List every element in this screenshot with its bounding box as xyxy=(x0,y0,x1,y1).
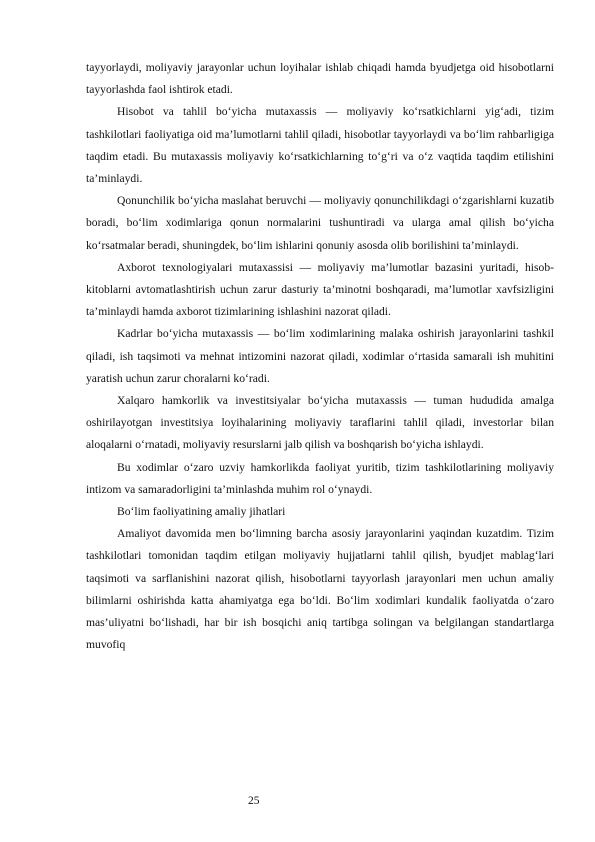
paragraph-reporting-specialist: Hisobot va tahlil bo‘yicha mutaxassis — moliyaviy ko‘rsatkichlarni yig‘adi, tizim tashkilotlari faoliyatiga oid ma’lumotlarni tahlil qiladi, hisobotlar tayyorlaydi va bo‘lim rahbarligiga taqdim etadi. Bu mutaxassis moliyaviy ko‘rsatkichlarning to‘g‘ri va o‘z vaqtida taqdim etilishini ta’minlaydi. xyxy=(86,105,554,186)
paragraph-international-specialist: Xalqaro hamkorlik va investitsiyalar bo‘yicha mutaxassis — tuman hududida amalga oshirilayotgan investitsiya loyihalarining moliyaviy taraflarini tahlil qiladi, investorlar bilan aloqalarni o‘rnatadi, moliyaviy resurslarni jalb qilish va boshqarish bo‘yicha ishlaydi. xyxy=(86,394,554,452)
paragraph-it-specialist: Axborot texnologiyalari mutaxassisi — moliyaviy ma’lumotlar bazasini yuritadi, hisob-kitoblarni avtomatlashtirish uchun zarur dasturiy ta’minotni boshqaradi, ma’lumotlar xavfsizligini ta’minlaydi hamda axborot tizimlarining ishlashini nazorat qiladi. xyxy=(86,260,554,319)
page-number: 25 xyxy=(248,795,260,807)
paragraph-summary: Bu xodimlar o‘zaro uzviy hamkorlikda faoliyat yuritib, tizim tashkilotlarining moliyaviy intizom va samaradorligini ta’minlashda muhim rol o‘ynaydi. xyxy=(86,460,554,496)
section-heading: Bo‘lim faoliyatining amaliy jihatlari xyxy=(117,505,286,519)
paragraph-hr-specialist: Kadrlar bo‘yicha mutaxassis — bo‘lim xodimlarining malaka oshirish jarayonlarini tashkil qiladi, ish taqsimoti va mehnat intizomini nazorat qiladi, xodimlar o‘rtasida samarali ish muhitini yaratish uchun zarur choralarni ko‘radi. xyxy=(86,327,554,385)
paragraph-legal-advisor: Qonunchilik bo‘yicha maslahat beruvchi — moliyaviy qonunchilikdagi o‘zgarishlarni kuzatib boradi, bo‘lim xodimlariga qonun normalarini tushuntiradi va ularga amal qilish bo‘yicha ko‘rsatmalar beradi, shuningdek, bo‘lim ishlarini qonuniy asosda olib borilishini ta’minlaydi. xyxy=(86,194,554,252)
body-text xyxy=(86,57,554,656)
paragraph-practice: Amaliyot davomida men bo‘limning barcha asosiy jarayonlarini yaqindan kuzatdim. Tizim tashkilotlari tomonidan taqdim etilgan moliyaviy hujjatlarni tahlil qilish, byudjet mablag‘lari taqsimoti va sarflanishini nazorat qilish, hisobotlarni tayyorlash jarayonlari men uchun amaliy bilimlarni oshirishda katta ahamiyatga ega bo‘ldi. Bo‘lim xodimlari kundalik faoliyatda o‘zaro mas’uliyatni bo‘lishadi, har bir ish bosqichi aniq tartibga solingan va belgilangan standartlarga muvofiq xyxy=(86,527,554,652)
paragraph-continued: tayyorlaydi, moliyaviy jarayonlar uchun loyihalar ishlab chiqadi hamda byudjetga oid hisobotlarni tayyorlashda faol ishtirok etadi. xyxy=(86,61,554,97)
